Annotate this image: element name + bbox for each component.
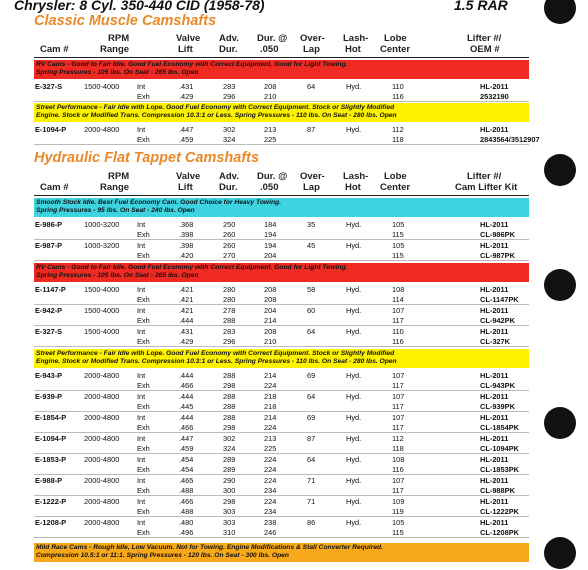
lifter-number: HL-2011 (480, 434, 509, 443)
row-divider (34, 144, 529, 145)
intake-lobe: 112 (392, 125, 404, 134)
band-mild-race: Mild Race Cams - Rough Idle, Low Vacuum. Not for Towing. Engine Modifications & Stall Converter Required. Compression 10.5:1 or 11:1. Spring Pressures - 120 lbs. On Seat - 300 lbs. Open (34, 543, 529, 562)
intake-dur: 214 (264, 371, 277, 380)
exhaust-dur: 234 (264, 507, 277, 516)
intake-adv: 289 (223, 455, 236, 464)
exhaust-lift: .496 (179, 528, 194, 537)
table-row (34, 305, 529, 326)
intake-lift: .421 (179, 306, 194, 315)
exhaust-adv: 310 (223, 528, 236, 537)
intake-dur: 213 (264, 125, 277, 134)
table-row (34, 370, 529, 391)
lifter-kit: CL-1208PK (480, 528, 520, 537)
table-row (34, 433, 529, 454)
intake-lift: .368 (179, 220, 194, 229)
intake-adv: 302 (223, 125, 236, 134)
intake-label: Int (137, 306, 146, 315)
lifter-number: HL-2011 (480, 306, 509, 315)
lifter-number: HL-2011 (480, 220, 509, 229)
table-row (34, 454, 529, 475)
exhaust-dur: 210 (264, 92, 277, 101)
lash: Hyd. (346, 392, 362, 401)
overlap: 87 (307, 434, 316, 443)
intake-adv: 302 (223, 434, 236, 443)
lash: Hyd. (346, 371, 362, 380)
rpm-range: 1500-4000 (84, 306, 120, 315)
lash: Hyd. (346, 327, 362, 336)
exhaust-lift: .459 (179, 444, 194, 453)
lifter-number: HL-2011 (480, 476, 509, 485)
intake-lift: .444 (179, 371, 194, 380)
intake-lobe: 105 (392, 220, 405, 229)
rpm-range: 2000-4800 (84, 518, 120, 527)
intake-dur: 224 (264, 455, 277, 464)
exhaust-adv: 288 (223, 402, 236, 411)
intake-lobe: 105 (392, 518, 405, 527)
exhaust-lobe: 114 (392, 295, 404, 304)
exhaust-label: Exh (137, 230, 150, 239)
lifter-kit: CL-988PK (480, 486, 515, 495)
intake-dur: 208 (264, 285, 277, 294)
rpm-range: 2000-4800 (84, 125, 120, 134)
exhaust-adv: 324 (223, 444, 236, 453)
band-smooth-stock: Smooth Stock Idle. Best Fuel Economy Cam. Good Choice for Heavy Towing. Spring Pressures - 95 lbs. On Seat - 240 lbs. Open (34, 198, 529, 217)
rpm-range: 2000-4800 (84, 455, 120, 464)
exhaust-lobe: 117 (392, 316, 404, 325)
row-divider (34, 101, 529, 102)
exhaust-label: Exh (137, 402, 150, 411)
cam-number: E-943-P (35, 371, 63, 380)
intake-label: Int (137, 327, 146, 336)
intake-dur: 224 (264, 497, 277, 506)
lifter-number: HL-2011 (480, 392, 509, 401)
exhaust-lift: .466 (179, 423, 194, 432)
rpm-range: 2000-4800 (84, 434, 120, 443)
rpm-range: 1500-4000 (84, 82, 120, 91)
intake-adv: 288 (223, 392, 236, 401)
lifter-kit: CL-942PK (480, 316, 515, 325)
lifter-kit: CL-1853PK (480, 465, 520, 474)
exhaust-label: Exh (137, 528, 150, 537)
intake-dur: 194 (264, 241, 277, 250)
intake-adv: 283 (223, 327, 236, 336)
intake-lobe: 108 (392, 455, 405, 464)
intake-label: Int (137, 518, 146, 527)
overlap: 69 (307, 413, 316, 422)
overlap: 35 (307, 220, 316, 229)
exhaust-label: Exh (137, 251, 150, 260)
intake-adv: 283 (223, 82, 236, 91)
intake-lobe: 107 (392, 413, 405, 422)
lash: Hyd. (346, 497, 362, 506)
page-title: Chrysler: 8 Cyl. 350-440 CID (1958-78) (14, 0, 265, 13)
table-row (34, 475, 529, 496)
intake-adv: 250 (223, 220, 236, 229)
lifter-number: HL-2011 (480, 125, 509, 134)
lifter-kit: CL-1854PK (480, 423, 520, 432)
intake-lobe: 107 (392, 476, 405, 485)
exhaust-dur: 204 (264, 251, 277, 260)
exhaust-lobe: 117 (392, 486, 404, 495)
intake-dur: 224 (264, 476, 277, 485)
exhaust-adv: 298 (223, 423, 236, 432)
section-title-hydraulic: Hydraulic Flat Tappet Camshafts (34, 150, 260, 166)
overlap: 45 (307, 241, 316, 250)
intake-adv: 288 (223, 371, 236, 380)
exhaust-dur: 224 (264, 381, 277, 390)
exhaust-lobe: 116 (392, 465, 404, 474)
exhaust-label: Exh (137, 316, 150, 325)
intake-lift: .447 (179, 434, 194, 443)
lifter-number: HL-2011 (480, 413, 509, 422)
exhaust-lift: .459 (179, 135, 194, 144)
intake-lobe: 108 (392, 285, 405, 294)
lifter-kit: CL-943PK (480, 381, 515, 390)
intake-label: Int (137, 413, 146, 422)
lash: Hyd. (346, 241, 362, 250)
intake-dur: 214 (264, 413, 277, 422)
overlap: 86 (307, 518, 316, 527)
exhaust-lobe: 118 (392, 444, 404, 453)
overlap: 71 (307, 476, 316, 485)
intake-dur: 218 (264, 392, 277, 401)
intake-label: Int (137, 371, 146, 380)
exhaust-label: Exh (137, 423, 150, 432)
exhaust-lift: .444 (179, 316, 194, 325)
lifter-number: HL-2011 (480, 285, 509, 294)
lash: Hyd. (346, 82, 362, 91)
intake-label: Int (137, 497, 146, 506)
intake-adv: 280 (223, 285, 236, 294)
table-row (34, 219, 529, 240)
row-divider (34, 537, 529, 538)
header-rule (34, 195, 529, 196)
table-row (34, 284, 529, 305)
intake-lift: .444 (179, 392, 194, 401)
tab-marker (544, 0, 576, 24)
intake-adv: 298 (223, 497, 236, 506)
table-row (34, 517, 529, 538)
exhaust-lobe: 117 (392, 402, 404, 411)
exhaust-dur: 225 (264, 135, 277, 144)
tab-marker (544, 154, 576, 186)
exhaust-lift: .454 (179, 465, 194, 474)
intake-dur: 213 (264, 434, 277, 443)
table-row (34, 81, 529, 102)
lifter-number: HL-2011 (480, 327, 509, 336)
intake-lift: .466 (179, 497, 194, 506)
exhaust-adv: 260 (223, 230, 236, 239)
band-rv-cams-2: RV Cams - Good to Fair Idle. Good Fuel Economy with Correct Equipment. Good for Light Towing. Spring Pressures - 105 lbs. On Seat - 265 lbs. Open (34, 263, 529, 282)
table-row (34, 326, 529, 347)
tab-marker (544, 407, 576, 439)
intake-lift: .431 (179, 82, 194, 91)
cam-number: E-988-P (35, 476, 63, 485)
exhaust-dur: 224 (264, 465, 277, 474)
cam-number: E-986-P (35, 220, 63, 229)
intake-lobe: 105 (392, 241, 405, 250)
table-row (34, 412, 529, 433)
intake-adv: 303 (223, 518, 236, 527)
cam-number: E-1853-P (35, 455, 67, 464)
lifter-kit: CL-986PK (480, 230, 515, 239)
lifter-kit: CL-939PK (480, 402, 515, 411)
overlap: 64 (307, 82, 316, 91)
rpm-range: 2000-4800 (84, 413, 120, 422)
exhaust-dur: 214 (264, 316, 277, 325)
exhaust-adv: 296 (223, 337, 236, 346)
intake-lobe: 112 (392, 434, 404, 443)
lifter-kit: CL-1147PK (480, 295, 519, 304)
exhaust-lobe: 115 (392, 251, 404, 260)
band-street-performance-2: Street Performance - Fair Idle with Lope. Good Fuel Economy with Correct Equipment. Stock or Slightly Modified Engine. Stock or Modified Trans. Compression 10.3:1 or Less. Spring Pressures - 110 lbs. On Seat - 280 lbs. Open (34, 349, 529, 368)
lash: Hyd. (346, 518, 362, 527)
header-rule (34, 57, 529, 58)
exhaust-lobe: 117 (392, 381, 404, 390)
section-title-classic: Classic Muscle Camshafts (34, 13, 217, 29)
table-row (34, 391, 529, 412)
lash: Hyd. (346, 306, 362, 315)
overlap: 58 (307, 285, 316, 294)
intake-dur: 208 (264, 327, 277, 336)
intake-lobe: 107 (392, 306, 405, 315)
exhaust-adv: 296 (223, 92, 236, 101)
intake-adv: 288 (223, 413, 236, 422)
intake-lobe: 110 (392, 327, 404, 336)
intake-lobe: 109 (392, 497, 405, 506)
rpm-range: 1000-3200 (84, 220, 120, 229)
intake-lift: .447 (179, 125, 194, 134)
intake-lift: .431 (179, 327, 194, 336)
lash: Hyd. (346, 220, 362, 229)
exhaust-adv: 324 (223, 135, 236, 144)
lifter-number: HL-2011 (480, 497, 509, 506)
exhaust-lobe: 115 (392, 230, 404, 239)
lifter-kit: CL-1094PK (480, 444, 520, 453)
lifter-number: HL-2011 (480, 371, 509, 380)
exhaust-label: Exh (137, 92, 150, 101)
exhaust-label: Exh (137, 381, 150, 390)
exhaust-adv: 288 (223, 316, 236, 325)
rpm-range: 1500-4000 (84, 327, 120, 336)
table-row (34, 124, 540, 145)
exhaust-lift: .420 (179, 251, 194, 260)
exhaust-adv: 300 (223, 486, 236, 495)
table-row (34, 496, 529, 517)
exhaust-lift: .488 (179, 507, 194, 516)
cam-number: E-942-P (35, 306, 63, 315)
exhaust-dur: 225 (264, 444, 277, 453)
intake-adv: 278 (223, 306, 236, 315)
exhaust-label: Exh (137, 135, 150, 144)
overlap: 64 (307, 392, 316, 401)
intake-lift: .465 (179, 476, 194, 485)
exhaust-lobe: 116 (392, 337, 404, 346)
lash: Hyd. (346, 476, 362, 485)
lifter-kit: CL-1222PK (480, 507, 520, 516)
rpm-range: 1500-4000 (84, 285, 120, 294)
exhaust-lobe: 119 (392, 507, 404, 516)
exhaust-adv: 289 (223, 465, 236, 474)
lifter-number: HL-2011 (480, 241, 509, 250)
cam-number: E-1222-P (35, 497, 67, 506)
lifter-number: HL-2011 (480, 518, 509, 527)
intake-label: Int (137, 82, 146, 91)
exhaust-lift: .421 (179, 295, 194, 304)
exhaust-adv: 303 (223, 507, 236, 516)
lash: Hyd. (346, 285, 362, 294)
intake-label: Int (137, 434, 146, 443)
exhaust-dur: 218 (264, 402, 277, 411)
intake-label: Int (137, 125, 146, 134)
exhaust-label: Exh (137, 444, 150, 453)
intake-lift: .421 (179, 285, 194, 294)
exhaust-label: Exh (137, 337, 150, 346)
cam-number: E-327-S (35, 82, 63, 91)
exhaust-dur: 224 (264, 423, 277, 432)
intake-lobe: 107 (392, 392, 405, 401)
lash: Hyd. (346, 434, 362, 443)
cam-number: E-939-P (35, 392, 63, 401)
overlap: 64 (307, 455, 316, 464)
rpm-range: 1000-3200 (84, 241, 120, 250)
overlap: 87 (307, 125, 316, 134)
exhaust-lift: .398 (179, 230, 194, 239)
intake-lift: .444 (179, 413, 194, 422)
intake-label: Int (137, 241, 146, 250)
intake-dur: 204 (264, 306, 277, 315)
exhaust-adv: 280 (223, 295, 236, 304)
lifter-number: HL-2011 (480, 455, 509, 464)
exhaust-dur: 208 (264, 295, 277, 304)
rpm-range: 2000-4800 (84, 497, 120, 506)
exhaust-lift: .429 (179, 92, 194, 101)
exhaust-lobe: 118 (392, 135, 404, 144)
cam-number: E-1147-P (35, 285, 66, 294)
lash: Hyd. (346, 455, 362, 464)
intake-label: Int (137, 476, 146, 485)
intake-dur: 184 (264, 220, 277, 229)
intake-label: Int (137, 392, 146, 401)
exhaust-dur: 234 (264, 486, 277, 495)
exhaust-lift: .445 (179, 402, 194, 411)
intake-label: Int (137, 220, 146, 229)
overlap: 69 (307, 371, 316, 380)
exhaust-lobe: 116 (392, 92, 404, 101)
lash: Hyd. (346, 125, 362, 134)
rpm-range: 2000-4800 (84, 371, 120, 380)
intake-lobe: 107 (392, 371, 405, 380)
exhaust-dur: 194 (264, 230, 277, 239)
exhaust-dur: 246 (264, 528, 277, 537)
intake-dur: 238 (264, 518, 277, 527)
cam-number: E-1208-P (35, 518, 67, 527)
table-row (34, 240, 529, 261)
exhaust-label: Exh (137, 507, 150, 516)
overlap: 64 (307, 327, 316, 336)
exhaust-lift: .488 (179, 486, 194, 495)
band-rv-cams: RV Cams - Good to Fair Idle. Good Fuel Economy with Correct Equipment. Good for Light Towing. Spring Pressures - 105 lbs. On Seat - 265 lbs. Open (34, 60, 529, 79)
overlap: 71 (307, 497, 316, 506)
rpm-range: 2000-4800 (84, 392, 120, 401)
lifter-kit: 2532190 (480, 92, 509, 101)
lash: Hyd. (346, 413, 362, 422)
exhaust-lift: .466 (179, 381, 194, 390)
lifter-kit: 2843564/3512907 (480, 135, 540, 144)
cam-number: E-987-P (35, 241, 63, 250)
tab-marker (544, 269, 576, 301)
exhaust-label: Exh (137, 295, 150, 304)
cam-number: E-1094-P (35, 125, 67, 134)
intake-dur: 208 (264, 82, 277, 91)
intake-label: Int (137, 455, 146, 464)
overlap: 60 (307, 306, 316, 315)
row-divider (34, 260, 529, 261)
cam-number: E-327-S (35, 327, 63, 336)
intake-label: Int (137, 285, 146, 294)
lifter-kit: CL-327K (480, 337, 510, 346)
cam-number: E-1854-P (35, 413, 67, 422)
intake-lift: .398 (179, 241, 194, 250)
tab-marker (544, 537, 576, 569)
exhaust-label: Exh (137, 486, 150, 495)
cam-number: E-1094-P (35, 434, 67, 443)
lifter-number: HL-2011 (480, 82, 509, 91)
exhaust-lift: .429 (179, 337, 194, 346)
intake-lift: .454 (179, 455, 194, 464)
rpm-range: 2000-4800 (84, 476, 120, 485)
intake-adv: 290 (223, 476, 236, 485)
exhaust-label: Exh (137, 465, 150, 474)
exhaust-dur: 210 (264, 337, 277, 346)
band-street-performance: Street Performance - Fair Idle with Lope. Good Fuel Economy with Correct Equipment. Stock or Slightly Modified Engine. Stock or Modified Trans. Compression 10.3:1 or Less. Spring Pressures - 110 lbs. On Seat - 280 lbs. Open (34, 103, 529, 122)
intake-lift: .480 (179, 518, 194, 527)
rocker-ratio: 1.5 RAR (454, 0, 508, 13)
exhaust-adv: 270 (223, 251, 236, 260)
exhaust-lobe: 115 (392, 528, 404, 537)
intake-adv: 260 (223, 241, 236, 250)
exhaust-lobe: 117 (392, 423, 404, 432)
intake-lobe: 110 (392, 82, 404, 91)
exhaust-adv: 298 (223, 381, 236, 390)
row-divider (34, 346, 529, 347)
lifter-kit: CL-987PK (480, 251, 515, 260)
